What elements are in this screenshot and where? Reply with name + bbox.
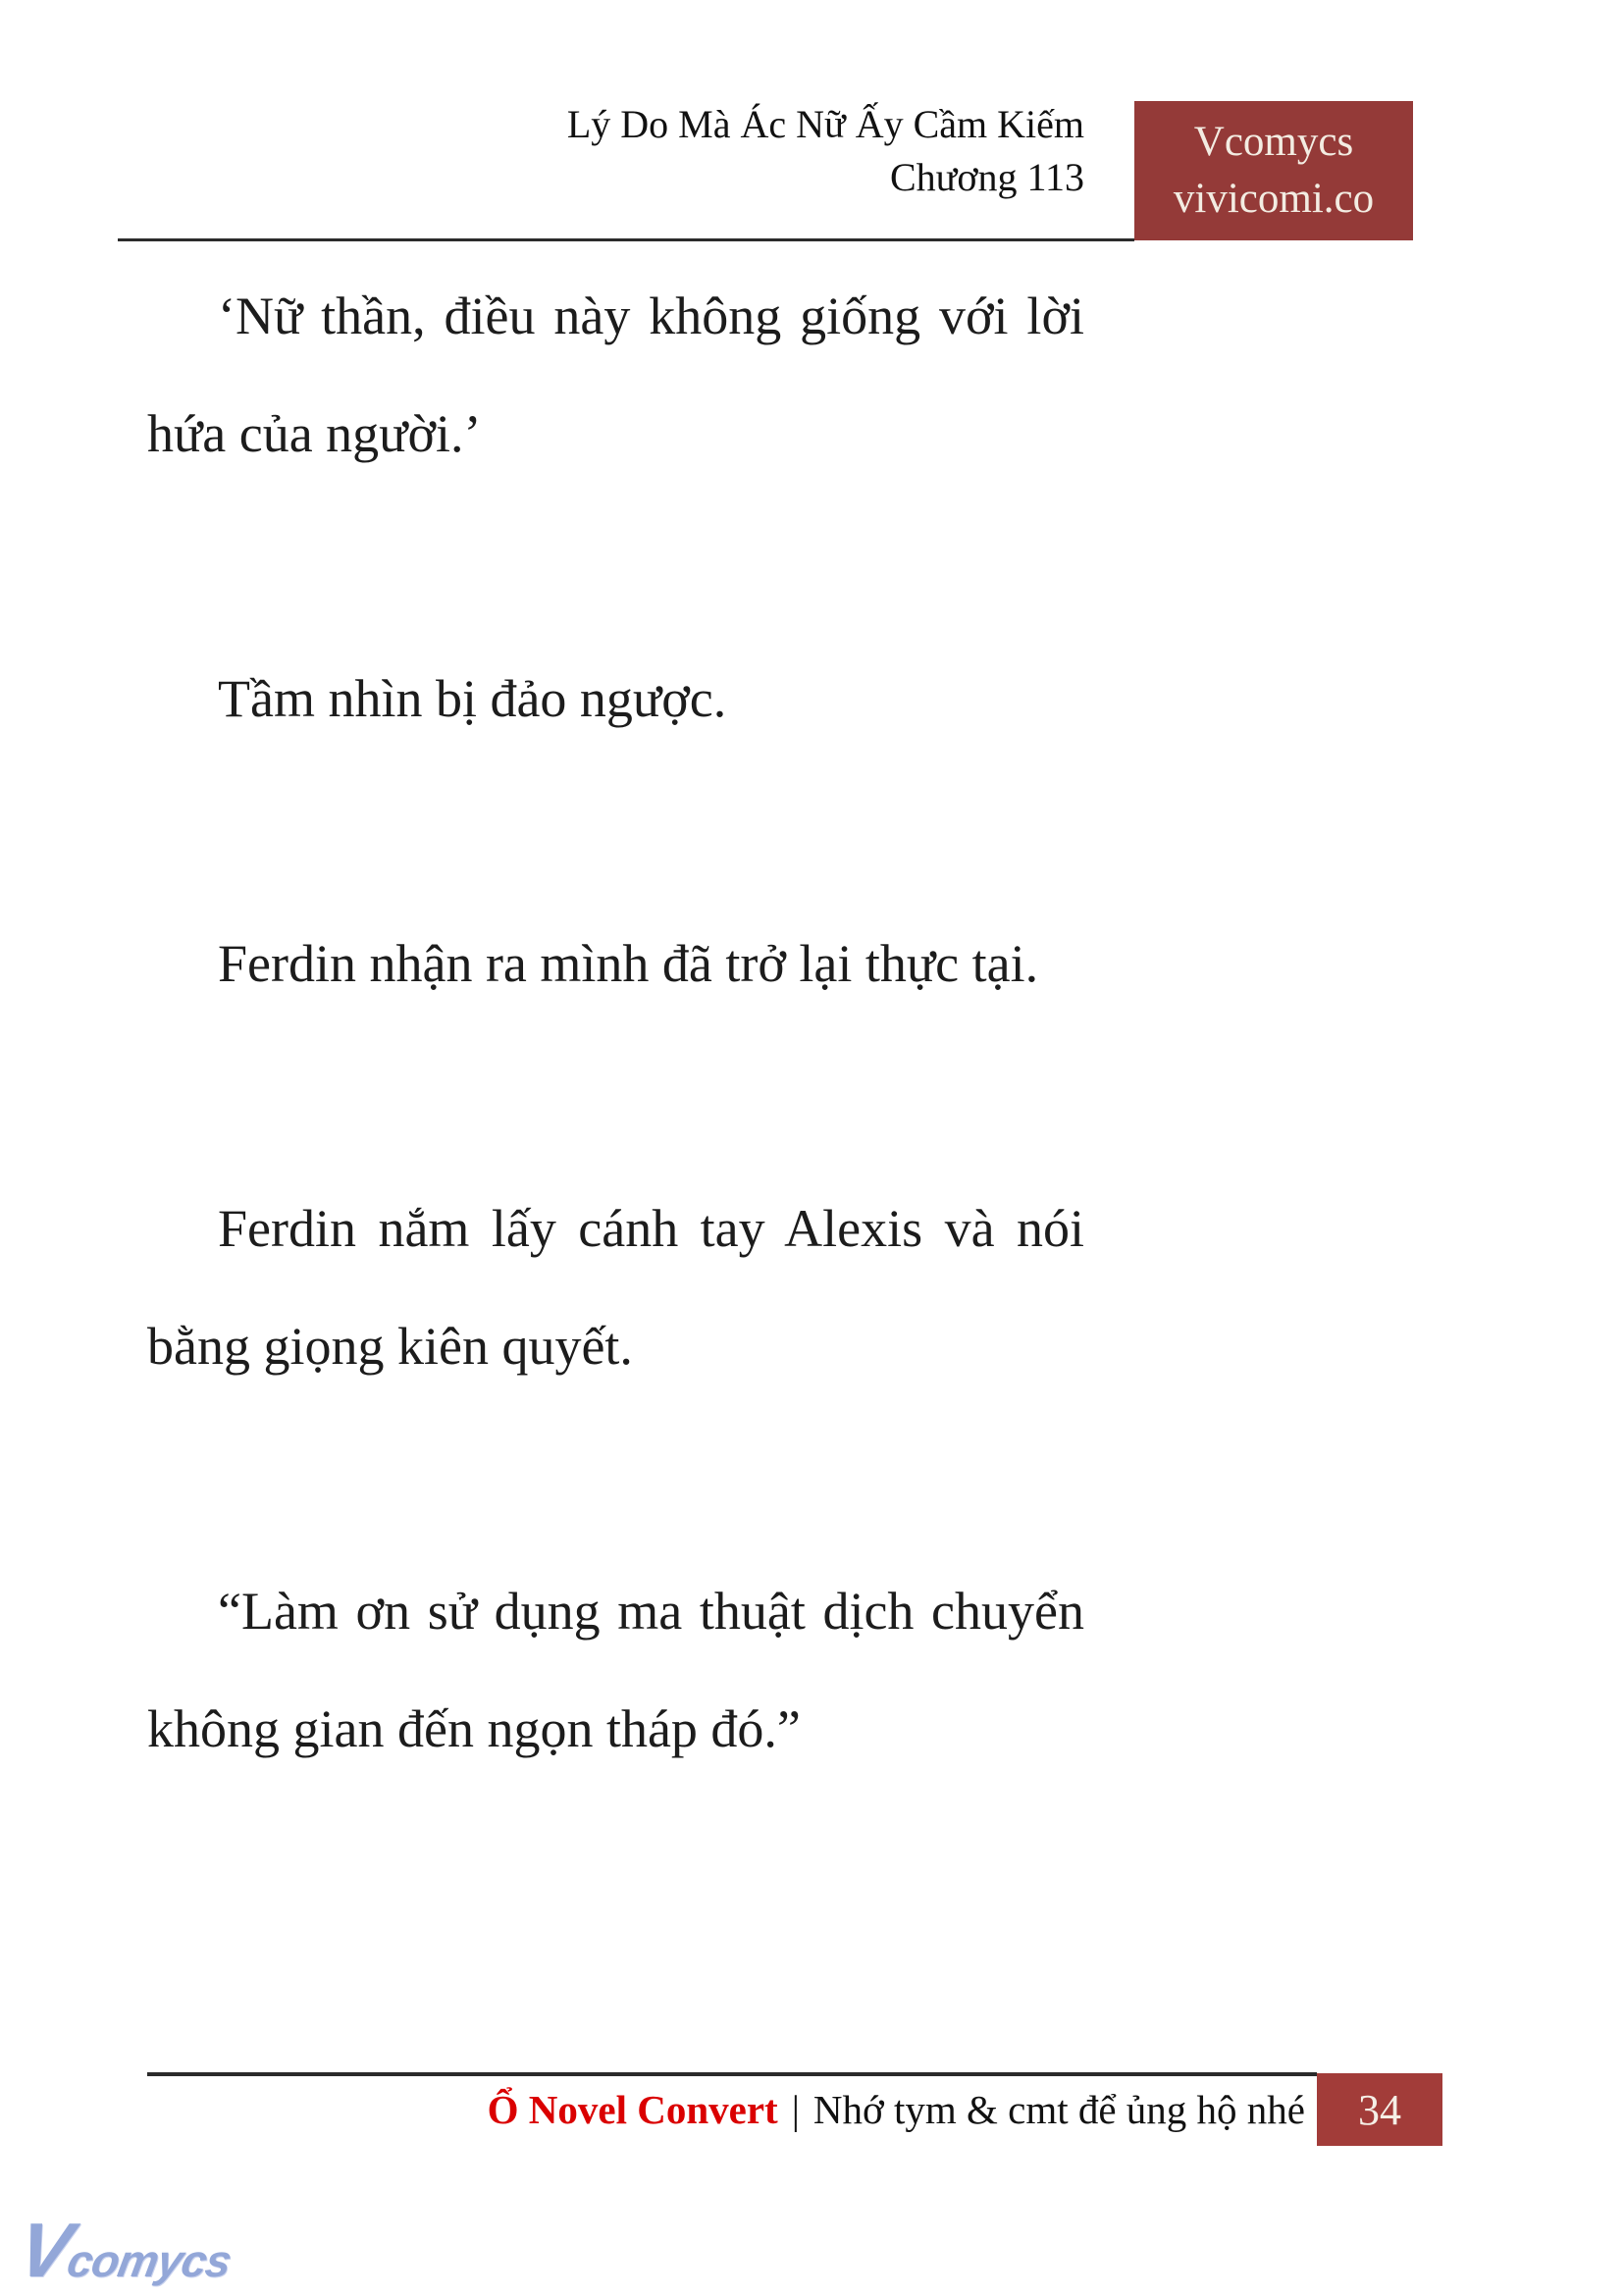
paragraph: Ferdin nắm lấy cánh tay Alexis và nói bằng giọng kiên quyết. [147, 1199, 1084, 1376]
header-divider [118, 238, 1134, 241]
paragraph: ‘Nữ thần, điều này không giống với lời hứa của người.’ [147, 287, 1084, 463]
footer-note: Nhớ tym & cmt để ủng hộ nhé [812, 2087, 1305, 2132]
chapter-header [147, 98, 1084, 204]
brand-name: Vcomycs [1193, 119, 1354, 165]
footer-separator: | [791, 2087, 800, 2132]
brand-box [1134, 101, 1413, 240]
brand-site: vivicomi.co [1173, 176, 1375, 222]
vcomycs-logo: Vcomycs [12, 2207, 236, 2293]
page-number-box [1317, 2073, 1442, 2146]
paragraph: “Làm ơn sử dụng ma thuật dịch chuyển không gian đến ngọn tháp đó.” [147, 1582, 1084, 1758]
chapter-number: Chương 113 [889, 155, 1084, 199]
paragraph: Tầm nhìn bị đảo ngược. [218, 669, 727, 728]
footer-divider [147, 2072, 1317, 2076]
footer-brand: Ổ Novel Convert [487, 2087, 778, 2132]
paragraph: Ferdin nhận ra mình đã trở lại thực tại. [218, 934, 1039, 993]
chapter-text [147, 257, 1084, 1935]
novel-title: Lý Do Mà Ác Nữ Ấy Cầm Kiếm [566, 102, 1084, 146]
page-number: 34 [1358, 2085, 1401, 2134]
footer [147, 2078, 1315, 2141]
